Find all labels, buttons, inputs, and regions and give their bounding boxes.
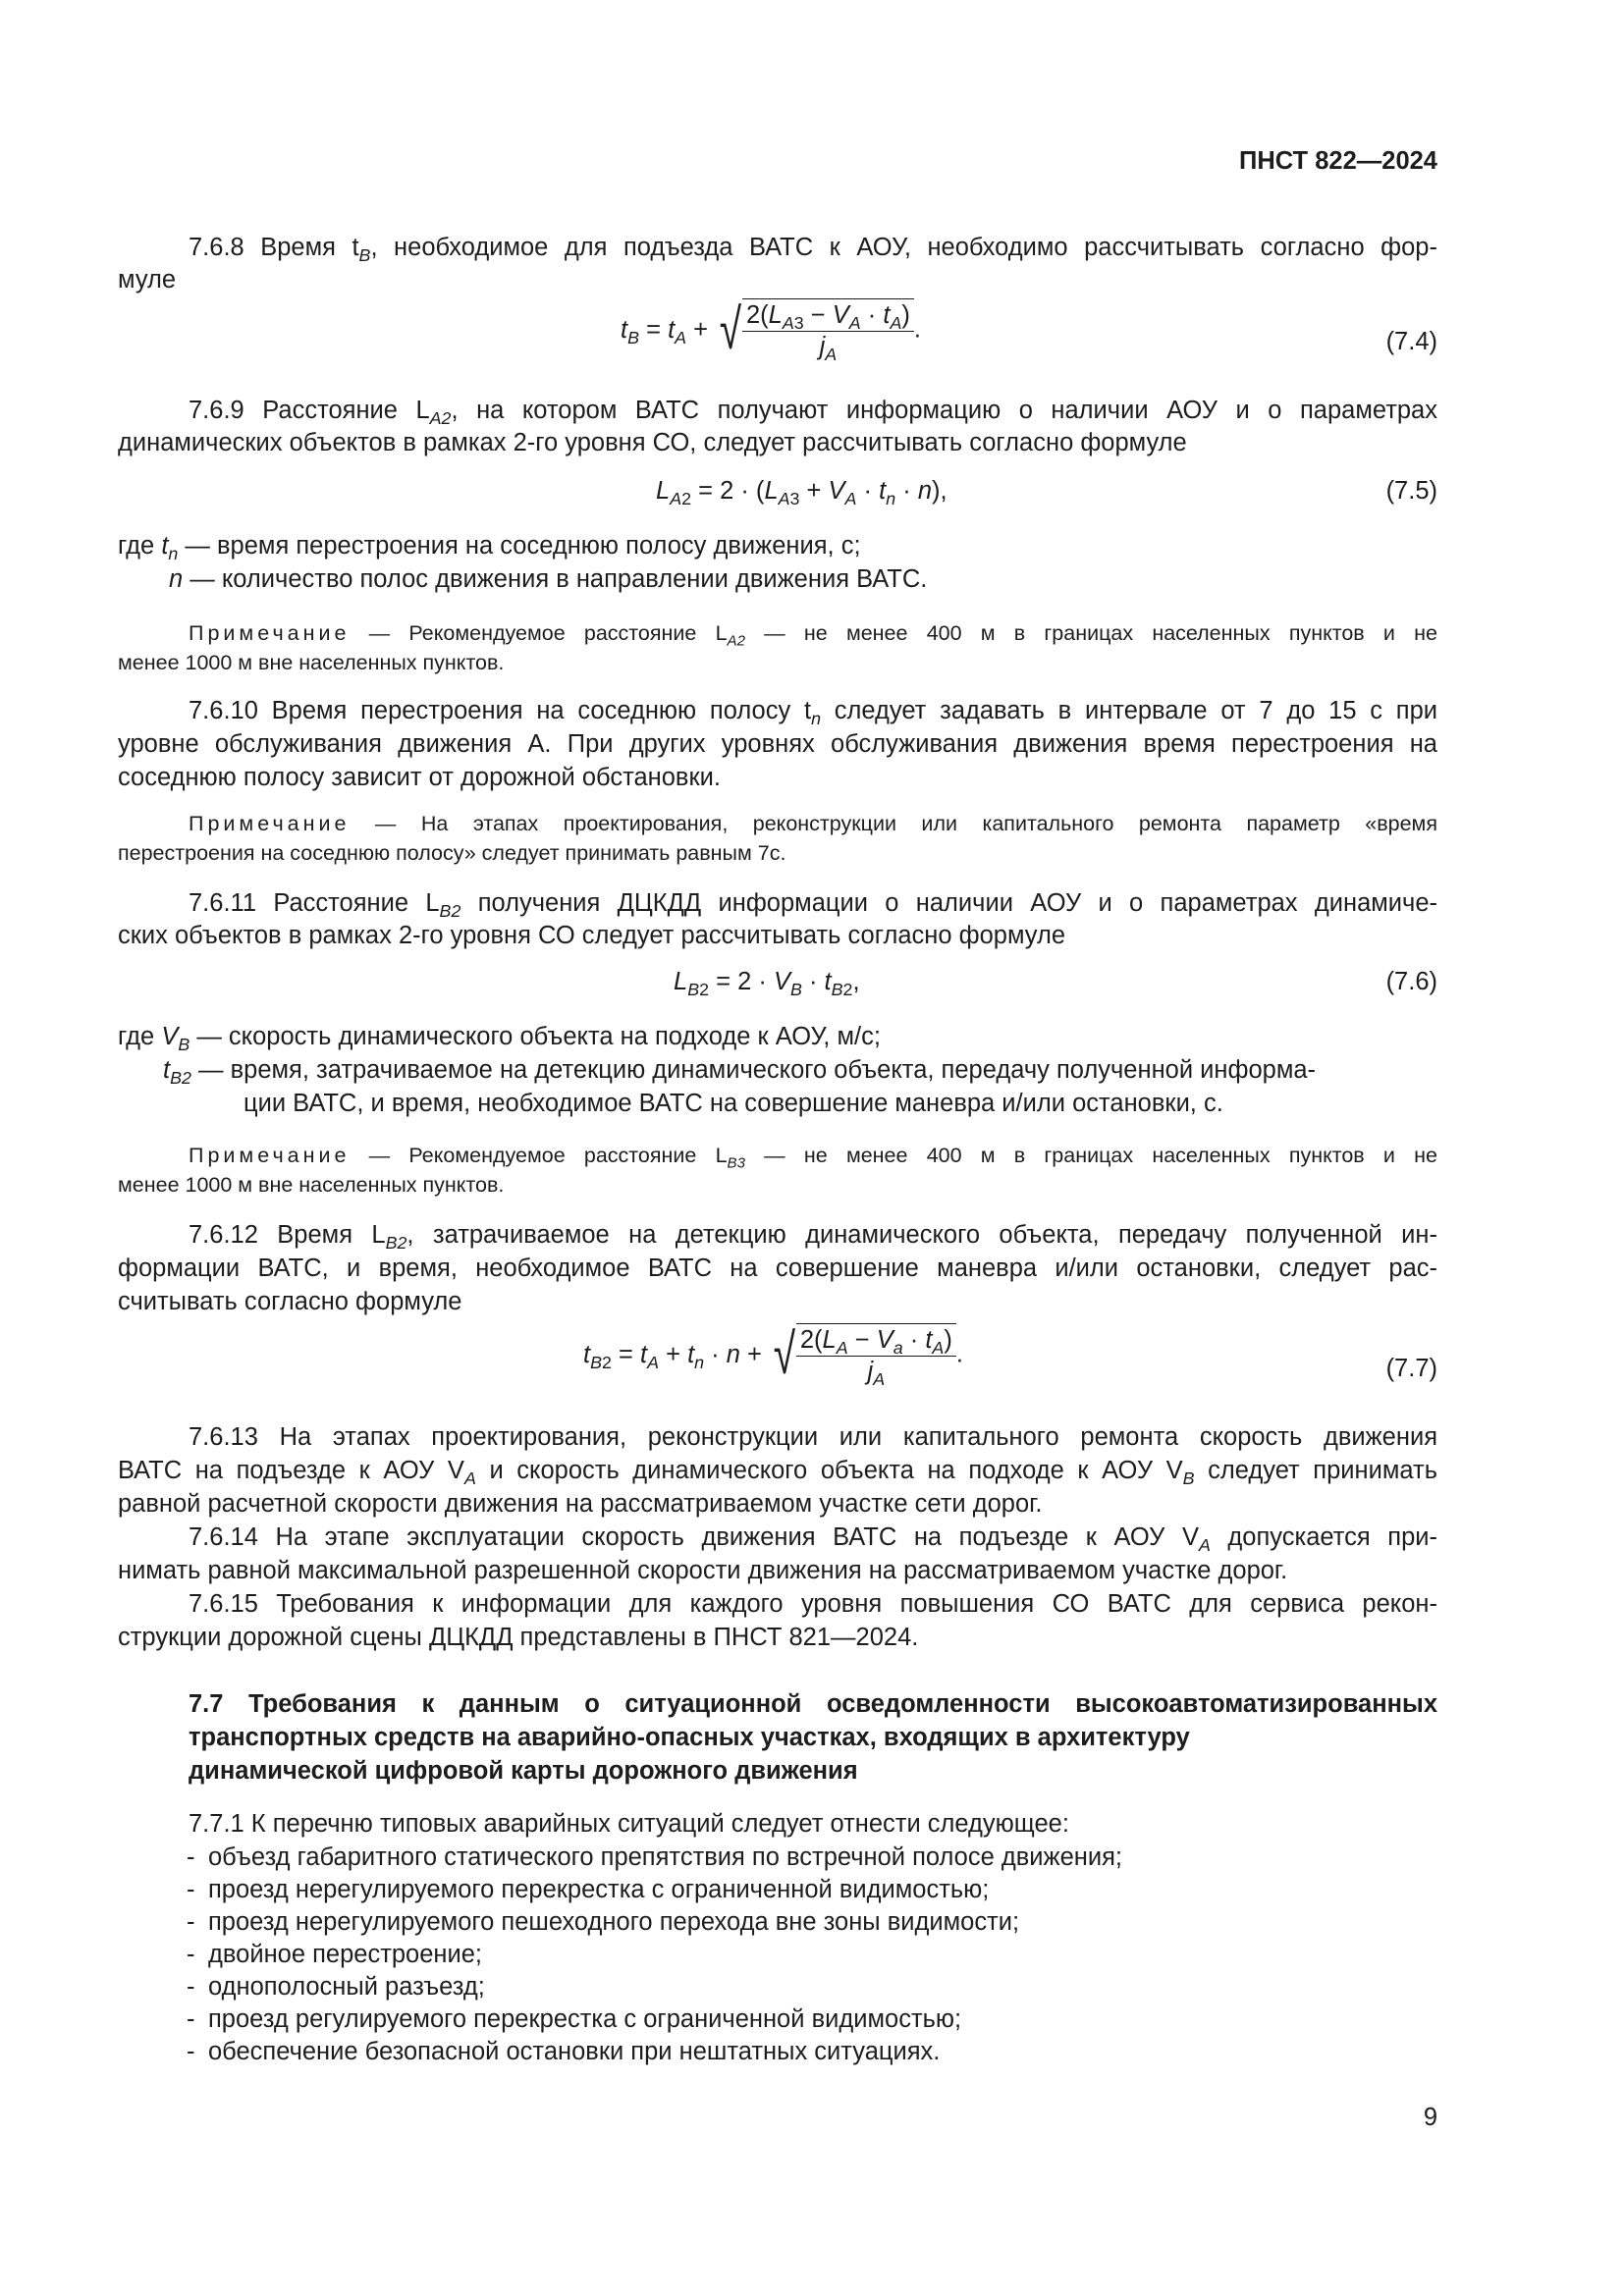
paragraph-7-6-9-line2: динамических объектов в рамках 2-го уровня СО, следует рассчитывать согласно формуле xyxy=(118,429,1187,456)
paragraph-7-6-13-line3: равной расчетной скорости движения на рассматриваемом участке сети дорог. xyxy=(118,1490,1043,1518)
list-item: двойное перестроение; xyxy=(208,1941,483,1968)
list-item: однополосный разъезд; xyxy=(208,1973,485,2001)
list-item: обеспечение безопасной остановки при нештатных ситуациях. xyxy=(208,2038,941,2065)
list-bullet: - xyxy=(187,1973,195,2001)
definition-vb: где $V_B$ — скорость динамического объекта на подходе к АОУ, м/с; xyxy=(118,1023,881,1055)
paragraph-7-6-12-line1: 7.6.12 Время $L_{B2}$, затрачиваемое на детекцию динамического объекта, передачу полученной ин- xyxy=(189,1221,1437,1254)
paragraph-7-6-13-line1: 7.6.13 На этапах проектирования, реконструкции или капитального ремонта скорость движения xyxy=(189,1423,1437,1451)
note-3-line2: менее 1000 м вне населенных пунктов. xyxy=(118,1173,505,1197)
document-number: ПНСТ 822—2024 xyxy=(1239,147,1437,175)
definition-tb2-line2: ции ВАТС, и время, необходимое ВАТС на совершение маневра и/или остановки, с. xyxy=(244,1090,1223,1117)
page-number: 9 xyxy=(1423,2104,1437,2131)
list-bullet: - xyxy=(187,1941,195,1968)
paragraph-7-6-14-line1: 7.6.14 На этапе эксплуатации скорость движения ВАТС на подъезде к АОУ $V_A$ допускается при- xyxy=(189,1523,1437,1556)
definition-n: n — количество полос движения в направлении движения ВАТС. xyxy=(169,565,928,593)
section-7-7-heading-line3: динамической цифровой карты дорожного движения xyxy=(189,1757,858,1785)
formula-7-7: $t_{B2} = t_A + t_n \cdot n$ + √ $\frac{2(L_A - V_a \cdot t_A)}{j_A}$ . xyxy=(583,1322,963,1390)
list-bullet: - xyxy=(187,1908,195,1936)
definition-tn: где $t_n$ — время перестроения на соседнюю полосу движения, с; xyxy=(118,532,861,564)
list-item: объезд габаритного статического препятствия по встречной полосе движения; xyxy=(208,1843,1123,1871)
note-3-line1: Примечание — Рекомендуемое расстояние $L_{B3}$ — не менее 400 м в границах населенных пунктов и не xyxy=(189,1144,1437,1172)
paragraph-7-6-8-line1: 7.6.8 Время $t_B$, необходимое для подъезда ВАТС к АОУ, необходимо рассчитывать согласно фор- xyxy=(189,234,1437,266)
list-bullet: - xyxy=(187,2038,195,2065)
paragraph-7-6-11-line1: 7.6.11 Расстояние $L_{B2}$ получения ДЦКДД информации о наличии АОУ и о параметрах динамиче- xyxy=(189,889,1437,922)
paragraph-7-6-12-line3: считывать согласно формуле xyxy=(118,1288,462,1315)
paragraph-7-6-9-line1: 7.6.9 Расстояние $L_{A2}$, на котором ВАТС получают информацию о наличии АОУ и о параметрах xyxy=(189,397,1437,429)
paragraph-7-6-10-line1: 7.6.10 Время перестроения на соседнюю полосу $t_n$ следует задавать в интервале от 7 до 15 с при xyxy=(189,697,1437,729)
equation-number-7-4: (7.4) xyxy=(1385,328,1437,355)
note-1-line1: Примечание — Рекомендуемое расстояние $L_{A2}$ — не менее 400 м в границах населенных пунктов и не xyxy=(189,621,1437,650)
definition-tb2-line1: $t_{B2}$ — время, затрачиваемое на детекцию динамического объекта, передачу полученной информа- xyxy=(163,1056,1317,1089)
paragraph-7-6-8-line2: муле xyxy=(118,266,177,294)
paragraph-7-6-11-line2: ских объектов в рамках 2-го уровня СО следует рассчитывать согласно формуле xyxy=(118,922,1066,949)
paragraph-7-6-12-line2: формации ВАТС, и время, необходимое ВАТС на совершение маневра и/или остановки, следует рас- xyxy=(118,1255,1437,1282)
note-2-line2: перестроения на соседнюю полосу» следует принимать равным 7с. xyxy=(118,841,786,865)
equation-number-7-5: (7.5) xyxy=(1385,477,1437,505)
equation-number-7-6: (7.6) xyxy=(1385,968,1437,995)
formula-7-4: $t_B = t_A$ + √ $\frac{2(L_{A3} - V_A \cdot t_A)}{j_A}$ . xyxy=(621,297,921,365)
list-item: проезд нерегулируемого перекрестка с ограниченной видимостью; xyxy=(208,1876,990,1903)
list-bullet: - xyxy=(187,1843,195,1871)
section-7-7-heading-line1: 7.7 Требования к данным о ситуационной осведомленности высокоавтоматизированных xyxy=(189,1690,1437,1718)
paragraph-7-6-10-line3: соседнюю полосу зависит от дорожной обстановки. xyxy=(118,764,721,791)
paragraph-7-6-15-line2: струкции дорожной сцены ДЦКДД представлены в ПНСТ 821—2024. xyxy=(118,1624,919,1651)
paragraph-7-6-13-line2: ВАТС на подъезде к АОУ $V_A$ и скорость динамического объекта на подходе к АОУ $V_B$ следует принимать xyxy=(118,1457,1437,1489)
equation-number-7-7: (7.7) xyxy=(1385,1355,1437,1382)
list-bullet: - xyxy=(187,2005,195,2033)
note-2-line1: Примечание — На этапах проектирования, реконструкции или капитального ремонта параметр «время xyxy=(189,812,1437,835)
paragraph-7-6-14-line2: нимать равной максимальной разрешенной скорости движения на рассматриваемом участке дорог. xyxy=(118,1557,1288,1584)
section-7-7-heading-line2: транспортных средств на аварийно-опасных участках, входящих в архитектуру xyxy=(189,1724,1190,1751)
paragraph-7-6-15-line1: 7.6.15 Требования к информации для каждого уровня повышения СО ВАТС для сервиса рекон- xyxy=(189,1590,1437,1618)
list-item: проезд нерегулируемого пешеходного перехода вне зоны видимости; xyxy=(208,1908,1020,1936)
paragraph-7-7-1-intro: 7.7.1 К перечню типовых аварийных ситуаций следует отнести следующее: xyxy=(189,1810,1069,1838)
formula-7-6: $L_{B2} = 2 \cdot V_B \cdot t_{B2}$, xyxy=(674,968,860,1000)
note-1-line2: менее 1000 м вне населенных пунктов. xyxy=(118,651,505,674)
formula-7-5: $L_{A2} = 2 \cdot (L_{A3} + V_A \cdot t_n \cdot n)$, xyxy=(656,477,947,509)
paragraph-7-6-10-line2: уровне обслуживания движения А. При других уровнях обслуживания движения время перестроения на xyxy=(118,730,1437,758)
list-bullet: - xyxy=(187,1876,195,1903)
list-item: проезд регулируемого перекрестка с ограниченной видимостью; xyxy=(208,2005,962,2033)
